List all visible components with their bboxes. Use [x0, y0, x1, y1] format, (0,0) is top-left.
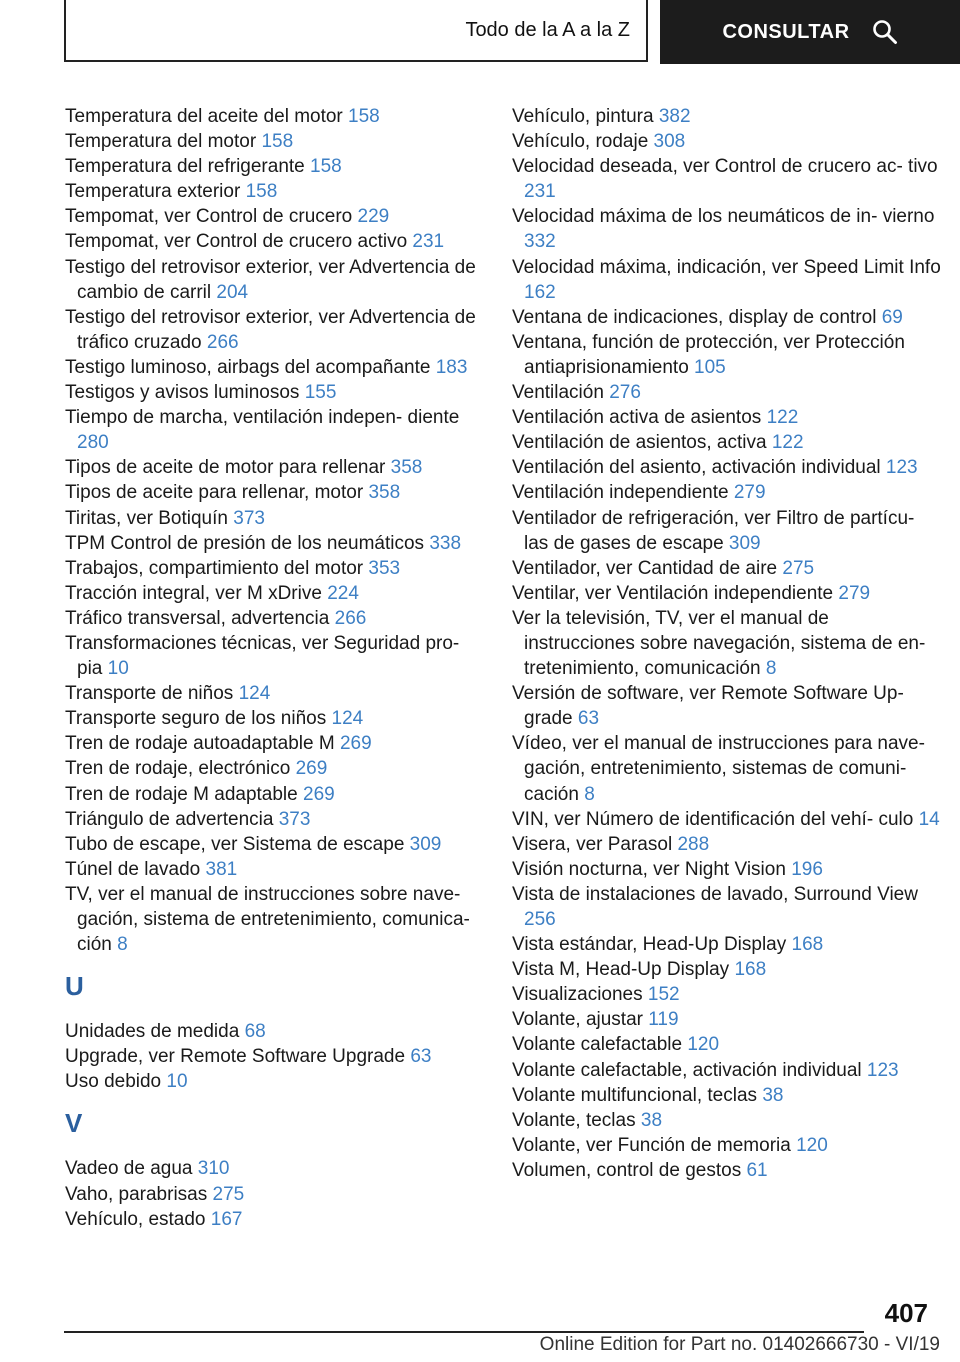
index-entry — [65, 1044, 485, 1069]
page-link[interactable]: 155 — [304, 382, 337, 404]
index-entry-text: Vehículo, rodaje — [512, 131, 649, 153]
tab-a-to-z[interactable] — [64, 0, 648, 62]
index-entry-text: TV, ver el manual de instrucciones sobre nave‐ gación, sistema de entretenimiento, comunica‐ ción — [65, 883, 470, 956]
index-entry-text: Unidades de medida — [65, 1021, 240, 1043]
index-entry — [65, 204, 485, 229]
footer-text: Online Edition for Part no. 01402666730 - VI/19 — [539, 1334, 940, 1355]
index-entry — [65, 305, 485, 355]
index-entry-text: Ventilador, ver Cantidad de aire — [512, 557, 778, 579]
index-entry — [65, 681, 485, 706]
index-entry — [65, 556, 485, 581]
index-entry-text: Velocidad máxima, indicación, ver Speed Limit Info — [512, 256, 941, 278]
index-entry-text: Volante multifuncional, teclas — [512, 1084, 758, 1106]
index-entry-text: Tren de rodaje, electrónico — [65, 758, 291, 780]
index-entry — [512, 807, 942, 832]
index-entry — [512, 380, 942, 405]
tab-consult-label: CONSULTAR — [722, 20, 850, 43]
page-link[interactable]: 168 — [791, 934, 824, 956]
index-entry-text: Visera, ver Parasol — [512, 833, 673, 855]
index-entry-text: Túnel de lavado — [65, 858, 201, 880]
page-link[interactable]: 280 — [77, 432, 109, 454]
page-link[interactable]: 68 — [244, 1021, 266, 1043]
index-entry-text: Triángulo de advertencia — [65, 808, 274, 830]
index-entry-text: Vaho, parabrisas — [65, 1183, 208, 1205]
index-entry — [512, 882, 942, 932]
page-link[interactable]: 63 — [410, 1046, 432, 1068]
page-link[interactable]: 231 — [412, 231, 445, 253]
index-entry-text: Tempomat, ver Control de crucero — [65, 206, 353, 228]
index-entry — [65, 782, 485, 807]
index-entry — [65, 756, 485, 781]
page-link[interactable]: 122 — [766, 407, 799, 429]
page-link[interactable]: 308 — [653, 131, 686, 153]
index-entry — [512, 1058, 942, 1083]
index-entry — [65, 807, 485, 832]
page-link[interactable]: 338 — [429, 532, 462, 554]
index-entry — [512, 1158, 942, 1183]
index-entry-text: Vista estándar, Head-Up Display — [512, 934, 787, 956]
page-link[interactable]: 158 — [348, 106, 380, 127]
page-link[interactable]: 105 — [694, 356, 726, 378]
page-link[interactable]: 123 — [885, 457, 918, 479]
index-entry-text: Ventilación del asiento, activación individual — [512, 457, 881, 479]
index-entry — [512, 606, 942, 681]
index-entry — [65, 1156, 485, 1181]
page-link[interactable]: 266 — [334, 607, 367, 629]
index-entry-text: Vehículo, estado — [65, 1208, 206, 1230]
index-entry — [65, 455, 485, 480]
page-link[interactable]: 332 — [524, 231, 556, 253]
index-entry-text: Velocidad deseada, ver Control de crucero ac‐ tivo — [512, 156, 938, 178]
index-entry — [512, 1108, 942, 1133]
page-link[interactable]: 69 — [881, 306, 903, 328]
index-entry — [512, 1007, 942, 1032]
index-entry-text: Transformaciones técnicas, ver Seguridad pro‐ pia — [65, 632, 460, 680]
footer-divider — [64, 1331, 864, 1333]
index-entry — [512, 430, 942, 455]
index-entry-text: Tráfico transversal, advertencia — [65, 607, 330, 629]
index-entry-text: Volante, ver Función de memoria — [512, 1134, 791, 1156]
index-entry-text: Volante calefactable — [512, 1034, 683, 1056]
index-entry — [512, 581, 942, 606]
page-link[interactable]: 224 — [327, 582, 359, 604]
page-link[interactable]: 38 — [762, 1084, 784, 1106]
page-link[interactable]: 266 — [206, 331, 239, 353]
page-link[interactable]: 382 — [658, 106, 691, 127]
index-entry-text: Testigos y avisos luminosos — [65, 382, 300, 404]
index-entry-text: Vehículo, pintura — [512, 106, 654, 127]
page-link[interactable]: 358 — [390, 457, 423, 479]
index-entry — [512, 857, 942, 882]
index-entry-text: Vista M, Head-Up Display — [512, 959, 730, 981]
page-link[interactable]: 8 — [584, 783, 595, 805]
index-entry-text: Upgrade, ver Remote Software Upgrade — [65, 1046, 406, 1068]
index-entry — [65, 355, 485, 380]
index-entry-text: Trabajos, compartimiento del motor — [65, 557, 364, 579]
page-link[interactable]: 122 — [771, 432, 804, 454]
index-entry-text: Volante, ajustar — [512, 1009, 643, 1031]
page-link[interactable]: 10 — [107, 658, 129, 680]
index-entry — [512, 154, 942, 204]
page-link[interactable]: 152 — [647, 984, 680, 1006]
index-entry-text: Visión nocturna, ver Night Vision — [512, 858, 786, 880]
index-entry-text: Tempomat, ver Control de crucero activo — [65, 231, 408, 253]
page-link[interactable]: 275 — [212, 1183, 245, 1205]
index-entry-text: Testigo del retrovisor exterior, ver Advertencia de tráfico cruzado — [65, 306, 476, 353]
page-link[interactable]: 229 — [357, 206, 390, 228]
page-link[interactable]: 256 — [524, 909, 556, 930]
index-entry-text: Tracción integral, ver M xDrive — [65, 582, 322, 604]
index-entry-text: Vista de instalaciones de lavado, Surround View — [512, 883, 918, 905]
index-column-left — [65, 104, 485, 1232]
index-entry-text: Temperatura exterior — [65, 181, 241, 203]
index-entry — [512, 204, 942, 254]
index-entry — [512, 455, 942, 480]
index-entry — [65, 129, 485, 154]
index-entry — [65, 857, 485, 882]
index-entry-text: Ventana de indicaciones, display de control — [512, 306, 877, 328]
index-entry-text: Volante, teclas — [512, 1109, 636, 1131]
index-entry-text: Vadeo de agua — [65, 1158, 193, 1180]
index-entry — [65, 1069, 485, 1094]
page-link[interactable]: 279 — [838, 582, 871, 604]
page-link[interactable]: 309 — [728, 532, 761, 554]
index-entry-text: Ventilación independiente — [512, 482, 729, 504]
index-entry-text: Tren de rodaje M adaptable — [65, 783, 298, 805]
page-link[interactable]: 269 — [303, 783, 335, 805]
index-entry — [512, 681, 942, 731]
index-entry — [512, 1032, 942, 1057]
page-link[interactable]: 279 — [733, 482, 766, 504]
index-entry-text: Ver la televisión, TV, ver el manual de instrucciones sobre navegación, sistema de en‐ tretenimiento, comunicación — [512, 607, 926, 680]
tab-a-to-z-label: Todo de la A a la Z — [465, 18, 630, 41]
index-entry-text: Versión de software, ver Remote Software Up‐ grade — [512, 683, 904, 730]
index-entry — [512, 1083, 942, 1108]
index-entry-text: Volumen, control de gestos — [512, 1159, 742, 1181]
page-link[interactable]: 196 — [791, 858, 823, 880]
index-entry — [512, 1133, 942, 1158]
index-entry-text: Ventilación activa de asientos — [512, 407, 762, 429]
index-entry-text: Transporte seguro de los niños — [65, 708, 327, 730]
index-entry — [512, 305, 942, 330]
index-entry-text: Velocidad máxima de los neumáticos de in‐ vierno — [512, 206, 935, 228]
page-link[interactable]: 353 — [368, 557, 401, 579]
index-entry — [65, 882, 485, 957]
index-entry-text: Transporte de niños — [65, 683, 234, 705]
search-icon — [872, 19, 898, 45]
index-entry — [65, 731, 485, 756]
index-entry — [65, 581, 485, 606]
index-entry-text: Uso debido — [65, 1071, 162, 1093]
page-link[interactable]: 373 — [278, 808, 311, 830]
index-entry — [65, 154, 485, 179]
page-link[interactable]: 124 — [331, 708, 364, 730]
index-entry-text: Tiritas, ver Botiquín — [65, 507, 228, 529]
index-entry — [65, 706, 485, 731]
section-letter: U — [65, 971, 84, 1002]
index-entry — [65, 405, 485, 455]
page-link[interactable]: 373 — [233, 507, 265, 529]
index-entry-text: Visualizaciones — [512, 984, 643, 1006]
index-entry — [512, 957, 942, 982]
page-link[interactable]: 119 — [648, 1009, 679, 1031]
index-entry-text: Ventilación — [512, 382, 604, 404]
page-link[interactable]: 288 — [677, 833, 710, 855]
index-entry — [65, 631, 485, 681]
page-link[interactable]: 269 — [295, 758, 328, 780]
page-link[interactable]: 14 — [918, 808, 940, 830]
page-link[interactable]: 310 — [197, 1158, 230, 1180]
index-entry — [512, 556, 942, 581]
index-entry — [512, 405, 942, 430]
index-entry — [65, 832, 485, 857]
index-entry — [512, 104, 942, 129]
page-link[interactable]: 8 — [765, 658, 777, 680]
page-link[interactable]: 158 — [245, 181, 278, 203]
index-entry — [512, 982, 942, 1007]
tab-consult[interactable] — [660, 0, 960, 64]
index-entry — [65, 229, 485, 254]
index-entry-text: TPM Control de presión de los neumáticos — [65, 532, 425, 554]
index-entry — [65, 606, 485, 631]
index-entry-text: Ventilación de asientos, activa — [512, 432, 767, 454]
page-link[interactable]: 158 — [310, 156, 342, 178]
page-link[interactable]: 168 — [734, 959, 767, 981]
page-link[interactable]: 167 — [210, 1208, 243, 1230]
index-entry — [65, 1182, 485, 1207]
page-link[interactable]: 8 — [117, 934, 128, 956]
page-link[interactable]: 204 — [216, 281, 249, 303]
index-entry-text: Volante calefactable, activación individual — [512, 1059, 862, 1081]
index-entry — [512, 731, 942, 806]
page-link[interactable]: 158 — [261, 131, 294, 153]
index-entry — [65, 1019, 485, 1044]
page-link[interactable]: 275 — [782, 557, 815, 579]
page-link[interactable]: 38 — [640, 1109, 663, 1131]
top-navigation — [64, 0, 960, 64]
page-link[interactable]: 120 — [687, 1034, 720, 1056]
page-link[interactable]: 231 — [524, 181, 556, 203]
index-entry — [65, 480, 485, 505]
index-entry-text: Tipos de aceite para rellenar, motor — [65, 482, 364, 504]
index-entry — [512, 932, 942, 957]
index-entry — [65, 255, 485, 305]
page-link[interactable]: 162 — [524, 281, 556, 303]
index-entry — [512, 506, 942, 556]
index-entry — [512, 480, 942, 505]
page-link[interactable]: 123 — [866, 1059, 899, 1081]
index-entry — [65, 531, 485, 556]
page-link[interactable]: 10 — [166, 1071, 188, 1093]
index-entry-text: Temperatura del refrigerante — [65, 156, 305, 178]
index-entry — [512, 255, 942, 305]
index-entry-text: Temperatura del aceite del motor — [65, 106, 343, 127]
index-entry-text: Tipos de aceite de motor para rellenar — [65, 457, 386, 479]
page-link[interactable]: 381 — [205, 858, 238, 880]
index-entry — [65, 104, 485, 129]
page-link[interactable]: 276 — [609, 382, 641, 404]
index-entry — [65, 179, 485, 204]
page-link[interactable]: 61 — [746, 1159, 768, 1181]
index-entry-text: Ventana, función de protección, ver Protección antiaprisionamiento — [512, 331, 905, 378]
index-entry-text: Tiempo de marcha, ventilación indepen‐ diente — [65, 407, 460, 429]
page-number: 407 — [884, 1298, 928, 1328]
page-link[interactable]: 183 — [435, 356, 468, 378]
index-column-right — [512, 104, 942, 1183]
index-entry-text: Temperatura del motor — [65, 131, 257, 153]
index-entry-text: Testigo luminoso, airbags del acompañante — [65, 356, 431, 378]
index-entry-text: Vídeo, ver el manual de instrucciones para nave‐ gación, entretenimiento, sistemas de comuni‐ cación — [512, 733, 925, 805]
index-entry-text: Ventilador de refrigeración, ver Filtro de partícu‐ las de gases de escape — [512, 507, 915, 554]
index-entry — [512, 129, 942, 154]
page-link[interactable]: 63 — [577, 708, 600, 730]
index-entry — [512, 330, 942, 380]
index-entry-text: Tubo de escape, ver Sistema de escape — [65, 833, 405, 855]
index-entry-text: Tren de rodaje autoadaptable M — [65, 733, 335, 755]
page-link[interactable]: 120 — [796, 1134, 828, 1156]
index-entry — [65, 380, 485, 405]
page-link[interactable]: 309 — [409, 833, 442, 855]
index-entry — [512, 832, 942, 857]
index-entry — [65, 506, 485, 531]
page-link[interactable]: 124 — [238, 683, 271, 705]
index-entry — [65, 1207, 485, 1232]
index-entry-text: VIN, ver Número de identificación del vehí‐ culo — [512, 808, 914, 830]
index-entry-text: Ventilar, ver Ventilación independiente — [512, 582, 834, 604]
page-link[interactable]: 358 — [368, 482, 401, 504]
section-letter: V — [65, 1108, 83, 1139]
index-entry-text: Testigo del retrovisor exterior, ver Advertencia de cambio de carril — [65, 256, 476, 303]
page-link[interactable]: 269 — [339, 733, 372, 755]
